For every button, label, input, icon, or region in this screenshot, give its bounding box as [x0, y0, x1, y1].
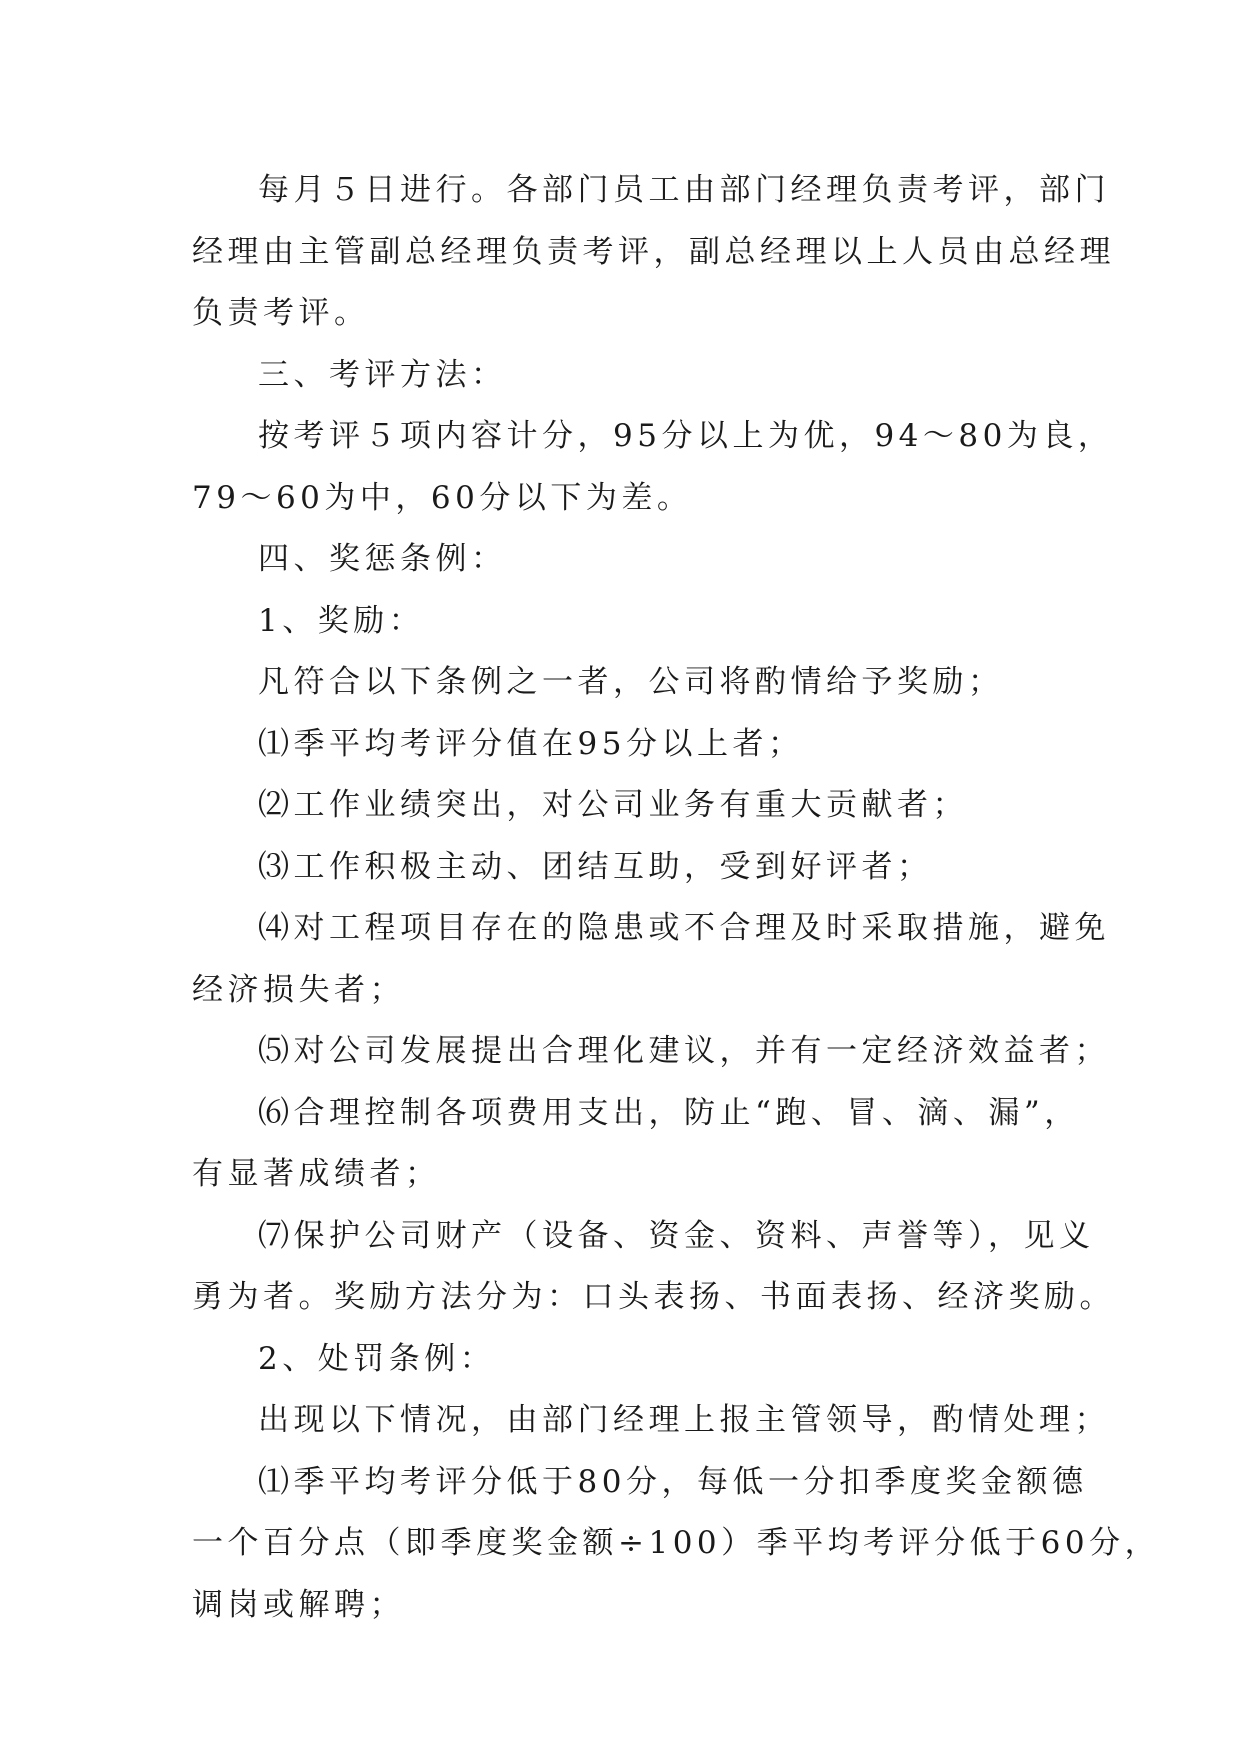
text-line: 按考评５项内容计分，95分以上为优，94～80为良，	[258, 418, 1114, 454]
list-item: ⑴季平均考评分低于80分，每低一分扣季度奖金额德	[258, 1463, 1088, 1500]
list-item-continuation: 一个百分点（即季度奖金额÷100）季平均考评分低于60分，	[192, 1525, 1161, 1561]
document-body	[192, 160, 1161, 1636]
section-heading: 四、奖惩条例：	[258, 541, 507, 577]
list-item-continuation: 经济损失者；	[192, 971, 405, 1008]
list-item: ⑶工作积极主动、团结互助，受到好评者；	[258, 848, 933, 885]
text-line: 凡符合以下条例之一者，公司将酌情给予奖励；	[258, 664, 1004, 700]
text-line: 负责考评。	[192, 295, 370, 331]
list-item: ⑷对工程项目存在的隐患或不合理及时采取措施，避免	[258, 910, 1110, 946]
list-item: ⑴季平均考评分值在95分以上者；	[258, 725, 804, 762]
text-line: 79～60为中，60分以下为差。	[192, 479, 693, 516]
text-line: 经理由主管副总经理负责考评，副总经理以上人员由总经理	[192, 233, 1115, 270]
text-line: 每月５日进行。各部门员工由部门经理负责考评，部门	[258, 172, 1110, 208]
text-line: 出现以下情况，由部门经理上报主管领导，酌情处理；	[258, 1402, 1110, 1438]
list-item-continuation: 调岗或解聘；	[192, 1586, 405, 1623]
list-item: ⑸对公司发展提出合理化建议，并有一定经济效益者；	[258, 1033, 1110, 1069]
list-item: ⑵工作业绩突出，对公司业务有重大贡献者；	[258, 787, 968, 823]
list-item-continuation: 勇为者。奖励方法分为：口头表扬、书面表扬、经济奖励。	[192, 1279, 1115, 1315]
list-item: ⑺保护公司财产（设备、资金、资料、声誉等），见义	[258, 1217, 1095, 1254]
subsection-heading: 2、处罚条例：	[258, 1340, 496, 1377]
list-item-continuation: 有显著成绩者；	[192, 1156, 441, 1192]
section-heading: 三、考评方法：	[258, 356, 507, 393]
list-item: ⑹合理控制各项费用支出，防止“跑、冒、滴、漏”，	[258, 1094, 1080, 1131]
subsection-heading: 1、奖励：	[258, 602, 425, 639]
